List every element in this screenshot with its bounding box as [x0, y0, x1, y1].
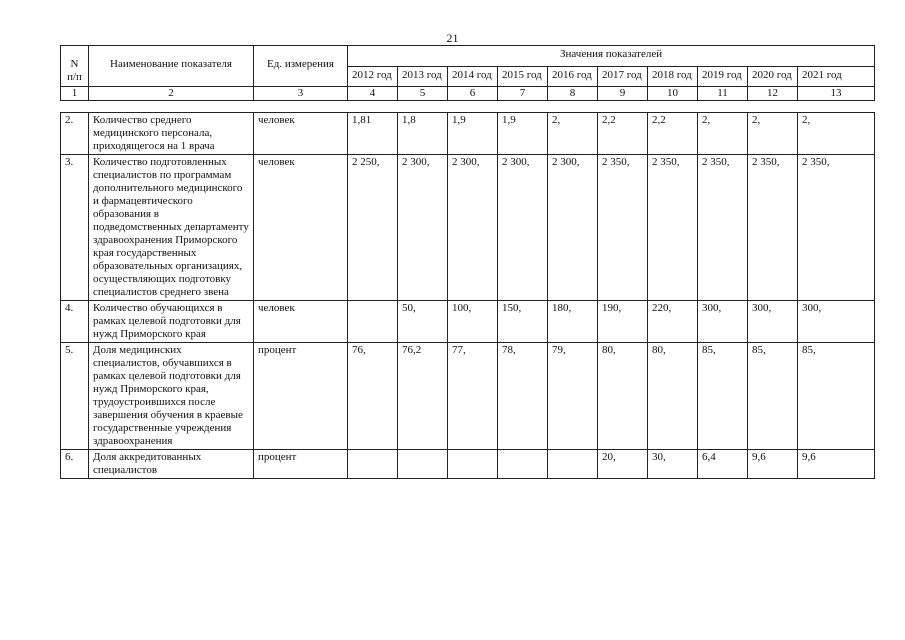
- indicator-value: [348, 450, 398, 479]
- indicator-value: 6,4: [698, 450, 748, 479]
- indicator-name: Количество подготовленных специалистов по программам дополнительного медицинского и фармацевтического образования в подведомственных департаменту здравоохранения Приморского края государственных образовательных организациях, осуществляющих подготовку специалистов среднего звена: [89, 155, 254, 301]
- column-number: 11: [698, 87, 748, 101]
- indicator-value: 300,: [748, 301, 798, 343]
- indicator-value: 9,6: [798, 450, 875, 479]
- indicator-value: 2 250,: [348, 155, 398, 301]
- indicator-value: 85,: [798, 343, 875, 450]
- unit-of-measure: человек: [254, 301, 348, 343]
- indicator-value: 190,: [598, 301, 648, 343]
- header-year: 2021 год: [798, 66, 875, 87]
- header-year: 2019 год: [698, 66, 748, 87]
- header-year: 2016 год: [548, 66, 598, 87]
- indicator-value: 2 350,: [748, 155, 798, 301]
- column-number: 13: [798, 87, 875, 101]
- column-number: 5: [398, 87, 448, 101]
- indicator-value: 2,: [748, 113, 798, 155]
- table-row: [61, 343, 875, 450]
- header-col-no: N п/п: [61, 46, 89, 87]
- header-col-unit: Ед. измерения: [254, 46, 348, 87]
- indicator-value: 2 350,: [698, 155, 748, 301]
- row-number: 6.: [61, 450, 89, 479]
- indicator-value: 2,2: [598, 113, 648, 155]
- indicator-value: 76,2: [398, 343, 448, 450]
- indicator-value: 2,2: [648, 113, 698, 155]
- header-col-values: Значения показателей: [348, 46, 875, 67]
- header-year: 2015 год: [498, 66, 548, 87]
- table-row: [61, 155, 875, 301]
- row-number: 2.: [61, 113, 89, 155]
- indicator-value: 2,: [698, 113, 748, 155]
- indicator-value: 100,: [448, 301, 498, 343]
- unit-of-measure: человек: [254, 113, 348, 155]
- indicator-value: 2,: [798, 113, 875, 155]
- column-number: 1: [61, 87, 89, 101]
- indicator-value: 150,: [498, 301, 548, 343]
- header-year: 2017 год: [598, 66, 648, 87]
- indicator-value: 180,: [548, 301, 598, 343]
- header-col-name: Наименование показателя: [89, 46, 254, 87]
- column-number: 4: [348, 87, 398, 101]
- indicator-name: Доля аккредитованных специалистов: [89, 450, 254, 479]
- indicator-value: [398, 450, 448, 479]
- indicator-value: 2 350,: [598, 155, 648, 301]
- indicator-value: 85,: [698, 343, 748, 450]
- unit-of-measure: человек: [254, 155, 348, 301]
- indicator-value: 2 300,: [498, 155, 548, 301]
- indicator-value: 9,6: [748, 450, 798, 479]
- indicator-value: 300,: [798, 301, 875, 343]
- table-row: [61, 113, 875, 155]
- row-number: 4.: [61, 301, 89, 343]
- indicator-value: 80,: [648, 343, 698, 450]
- indicator-value: [448, 450, 498, 479]
- indicator-value: 50,: [398, 301, 448, 343]
- indicator-value: 80,: [598, 343, 648, 450]
- indicator-value: 76,: [348, 343, 398, 450]
- indicator-value: 30,: [648, 450, 698, 479]
- column-number: 2: [89, 87, 254, 101]
- indicator-name: Доля медицинских специалистов, обучавшихся в рамках целевой подготовки для нужд Приморского края, трудоустроившихся после завершения обучения в краевые государственные учреждения здравоохранения: [89, 343, 254, 450]
- header-year: 2012 год: [348, 66, 398, 87]
- page-number: 21: [446, 31, 459, 45]
- header-year: 2020 год: [748, 66, 798, 87]
- column-number: 3: [254, 87, 348, 101]
- indicator-value: 1,8: [398, 113, 448, 155]
- indicator-value: 300,: [698, 301, 748, 343]
- column-number: 12: [748, 87, 798, 101]
- indicator-name: Количество среднего медицинского персонала, приходящегося на 1 врача: [89, 113, 254, 155]
- indicator-name: Количество обучающихся в рамках целевой подготовки для нужд Приморского края: [89, 301, 254, 343]
- unit-of-measure: процент: [254, 450, 348, 479]
- indicator-value: 85,: [748, 343, 798, 450]
- indicator-value: 1,9: [448, 113, 498, 155]
- header-year: 2014 год: [448, 66, 498, 87]
- indicator-value: 20,: [598, 450, 648, 479]
- indicator-value: 1,81: [348, 113, 398, 155]
- column-number: 9: [598, 87, 648, 101]
- column-number: 8: [548, 87, 598, 101]
- header-year: 2018 год: [648, 66, 698, 87]
- indicator-value: 1,9: [498, 113, 548, 155]
- data-table: [60, 112, 875, 479]
- table-header: [60, 45, 875, 101]
- row-number: 5.: [61, 343, 89, 450]
- indicator-value: 77,: [448, 343, 498, 450]
- column-number: 10: [648, 87, 698, 101]
- unit-of-measure: процент: [254, 343, 348, 450]
- table-row: [61, 450, 875, 479]
- indicator-value: [548, 450, 598, 479]
- indicator-value: 79,: [548, 343, 598, 450]
- header-year: 2013 год: [398, 66, 448, 87]
- column-number: 6: [448, 87, 498, 101]
- indicator-value: 2 350,: [648, 155, 698, 301]
- indicator-value: 2,: [548, 113, 598, 155]
- indicator-value: 220,: [648, 301, 698, 343]
- row-number: 3.: [61, 155, 89, 301]
- table-row: [61, 301, 875, 343]
- indicator-value: 2 300,: [548, 155, 598, 301]
- column-number: 7: [498, 87, 548, 101]
- indicator-value: 78,: [498, 343, 548, 450]
- indicator-value: 2 300,: [398, 155, 448, 301]
- indicator-value: [498, 450, 548, 479]
- indicator-value: 2 350,: [798, 155, 875, 301]
- indicator-value: [348, 301, 398, 343]
- indicator-value: 2 300,: [448, 155, 498, 301]
